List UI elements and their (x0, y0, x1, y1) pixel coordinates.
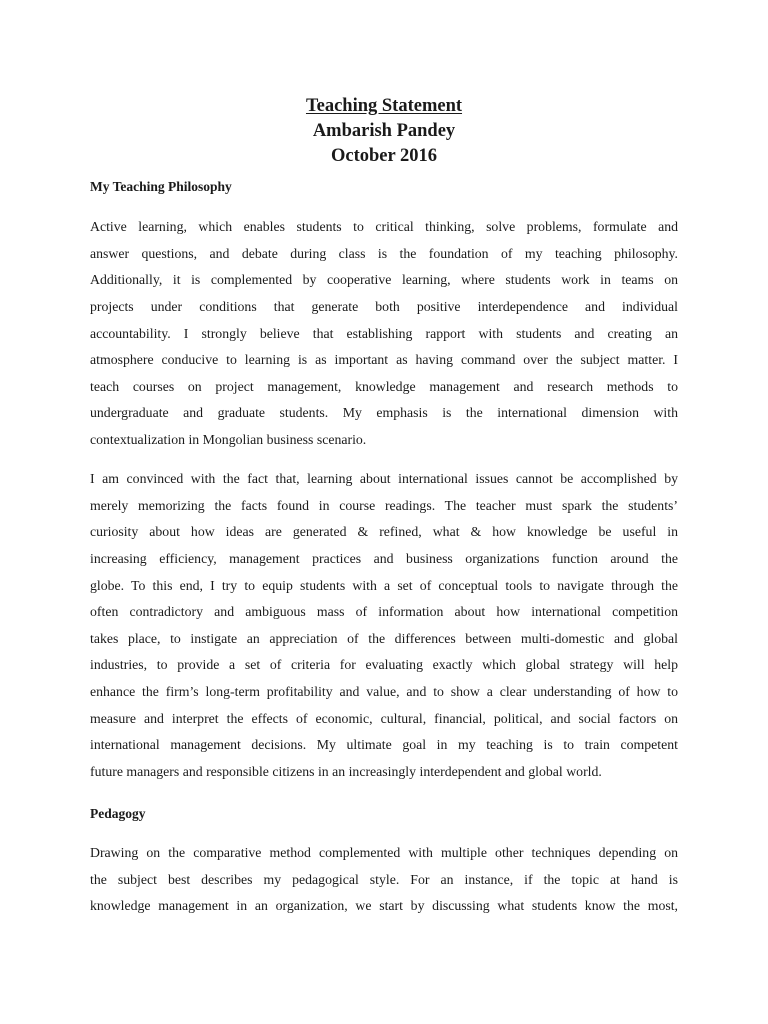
text-line: accountability. I strongly believe that establishing rapport with students and creating an (90, 325, 678, 341)
title-block (0, 94, 768, 169)
text-line: the subject best describes my pedagogical style. For an instance, if the topic at hand is (90, 871, 678, 887)
text-line: Additionally, it is complemented by cooperative learning, where students work in teams on (90, 272, 678, 288)
text-line: enhance the firm’s long-term profitability and value, and to show a clear understanding of how to (90, 684, 678, 700)
section-heading-pedagogy: Pedagogy (90, 806, 146, 821)
text-line: merely memorizing the facts found in course readings. The teacher must spark the students’ (90, 497, 678, 513)
text-line: industries, to provide a set of criteria for evaluating exactly which global strategy will help (90, 657, 678, 673)
text-line: globe. To this end, I try to equip students with a set of conceptual tools to navigate through the (90, 577, 678, 593)
section-heading-teaching-philosophy: My Teaching Philosophy (90, 179, 232, 194)
paragraph-philosophy-1 (90, 214, 678, 454)
text-line: teach courses on project management, knowledge management and research methods to (90, 378, 678, 394)
text-line: takes place, to instigate an appreciation of the differences between multi-domestic and global (90, 630, 678, 646)
paragraph-pedagogy-1 (90, 840, 678, 920)
text-line: contextualization in Mongolian business scenario. (90, 432, 367, 448)
text-line: Drawing on the comparative method complemented with multiple other techniques depending on (90, 845, 678, 860)
text-line: international management decisions. My ultimate goal in my teaching is to train competent (90, 737, 678, 753)
text-line: often contradictory and ambiguous mass of information about how international competition (90, 604, 678, 620)
text-line: Active learning, which enables students to critical thinking, solve problems, formulate and (90, 219, 678, 234)
document-title: Teaching Statement (305, 96, 463, 116)
text-line: answer questions, and debate during class is the foundation of my teaching philosophy. (90, 245, 678, 261)
document-date: October 2016 (330, 146, 437, 166)
text-line: increasing efficiency, management practices and business organizations function around the (90, 550, 678, 566)
text-line: knowledge management in an organization, we start by discussing what students know the most, (90, 898, 678, 914)
text-line: future managers and responsible citizens in an increasingly interdependent and global world. (90, 764, 602, 780)
paragraph-philosophy-2 (90, 466, 678, 786)
text-line: projects under conditions that generate both positive interdependence and individual (90, 298, 678, 314)
text-line: undergraduate and graduate students. My emphasis is the international dimension with (90, 405, 678, 421)
text-line: atmosphere conducive to learning is as important as having command over the subject matter. I (90, 352, 678, 368)
author-name: Ambarish Pandey (312, 121, 456, 141)
text-line: measure and interpret the effects of economic, cultural, financial, political, and social factors on (90, 710, 678, 726)
text-line: I am convinced with the fact that, learning about international issues cannot be accomplished by (90, 471, 678, 486)
text-line: curiosity about how ideas are generated & refined, what & how knowledge be useful in (90, 524, 678, 540)
